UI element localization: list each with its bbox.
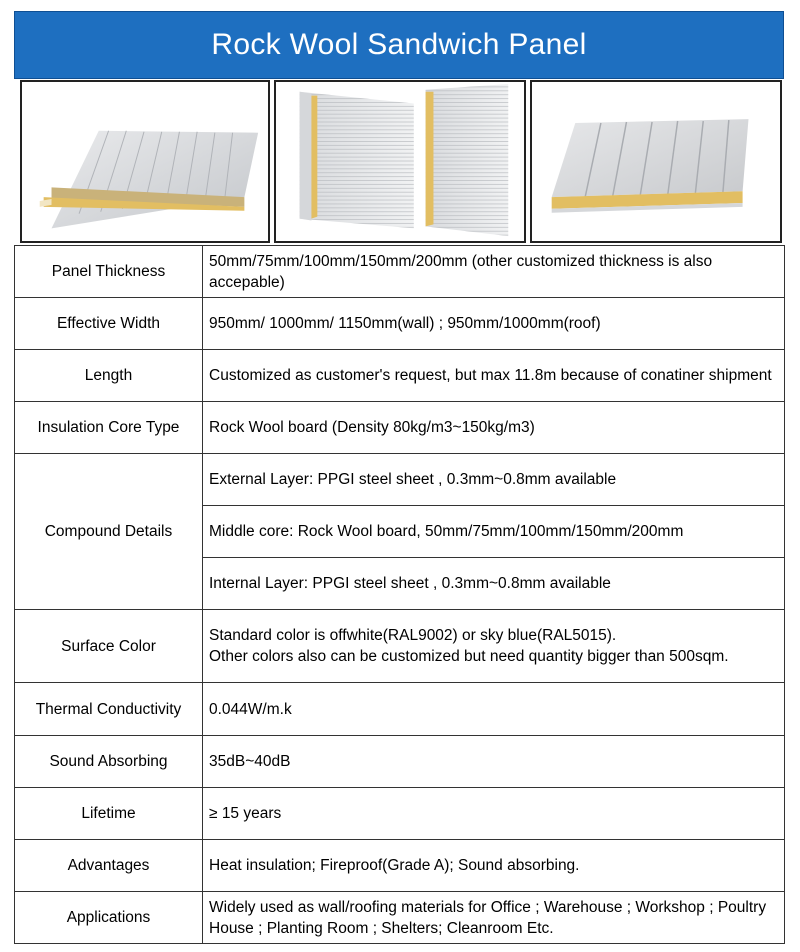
row-label: Compound Details bbox=[15, 454, 203, 610]
row-value-text: Middle core: Rock Wool board, 50mm/75mm/100mm/150mm/200mm bbox=[209, 523, 684, 540]
row-value bbox=[203, 246, 785, 298]
row-label: Panel Thickness bbox=[15, 246, 203, 298]
row-value bbox=[203, 350, 785, 402]
row-label: Length bbox=[15, 350, 203, 402]
product-photo-wall-panels bbox=[274, 80, 526, 243]
row-value-text: 0.044W/m.k bbox=[209, 700, 292, 718]
table-row bbox=[15, 683, 785, 736]
row-value-text: 35dB~40dB bbox=[209, 753, 291, 770]
row-label: Lifetime bbox=[15, 788, 203, 840]
title-banner bbox=[14, 11, 784, 79]
row-value bbox=[203, 892, 785, 944]
table-row bbox=[15, 246, 785, 298]
table-row bbox=[15, 454, 785, 506]
product-photo-flat-panel bbox=[20, 80, 270, 243]
table-row bbox=[15, 610, 785, 683]
row-label: Insulation Core Type bbox=[15, 402, 203, 454]
row-value-text: Other colors also can be customized but need quantity bigger than 500sqm. bbox=[209, 648, 729, 665]
row-value bbox=[203, 736, 785, 788]
product-photo-roof-panel bbox=[530, 80, 782, 243]
table-row bbox=[15, 298, 785, 350]
row-value-text: Standard color is offwhite(RAL9002) or sky blue(RAL5015). bbox=[209, 627, 617, 644]
row-value bbox=[203, 298, 785, 350]
page-title: Rock Wool Sandwich Panel bbox=[211, 28, 587, 61]
row-value bbox=[203, 683, 785, 736]
table-row bbox=[15, 840, 785, 892]
row-value-text: 50mm/75mm/100mm/150mm/200mm (other customized thickness is also accepable) bbox=[209, 252, 713, 291]
row-value bbox=[203, 506, 785, 558]
table-row bbox=[15, 350, 785, 402]
table-row bbox=[15, 736, 785, 788]
row-value-text: Customized as customer's request, but max 11.8m because of conatiner shipment bbox=[209, 367, 772, 384]
table-row bbox=[15, 788, 785, 840]
row-value bbox=[203, 610, 785, 683]
row-label: Surface Color bbox=[15, 610, 203, 683]
row-value-text: ≥ 15 years bbox=[209, 805, 282, 822]
spec-table bbox=[14, 245, 785, 944]
table-row bbox=[15, 892, 785, 944]
row-value bbox=[203, 840, 785, 892]
row-value bbox=[203, 454, 785, 506]
row-label: Advantages bbox=[15, 840, 203, 892]
row-label: Effective Width bbox=[15, 298, 203, 350]
row-label: Applications bbox=[15, 892, 203, 944]
row-value-text: External Layer: PPGI steel sheet , 0.3mm~0.8mm available bbox=[209, 471, 617, 488]
row-label: Sound Absorbing bbox=[15, 736, 203, 788]
row-value-text: Internal Layer: PPGI steel sheet , 0.3mm~0.8mm available bbox=[209, 575, 611, 592]
row-value bbox=[203, 402, 785, 454]
row-value-text: Rock Wool board (Density 80kg/m3~150kg/m3) bbox=[209, 419, 535, 436]
row-value-text: Heat insulation; Fireproof(Grade A); Sound absorbing. bbox=[209, 857, 580, 874]
row-value bbox=[203, 558, 785, 610]
row-value-text: 950mm/ 1000mm/ 1150mm(wall) ; 950mm/1000mm(roof) bbox=[209, 315, 601, 332]
row-value-text: Widely used as wall/roofing materials for Office ; Warehouse ; Workshop ; Poultry House ; Planting Room ; Shelters; Cleanroom Etc. bbox=[209, 898, 767, 937]
table-row bbox=[15, 402, 785, 454]
row-label: Thermal Conductivity bbox=[15, 683, 203, 736]
row-value bbox=[203, 788, 785, 840]
